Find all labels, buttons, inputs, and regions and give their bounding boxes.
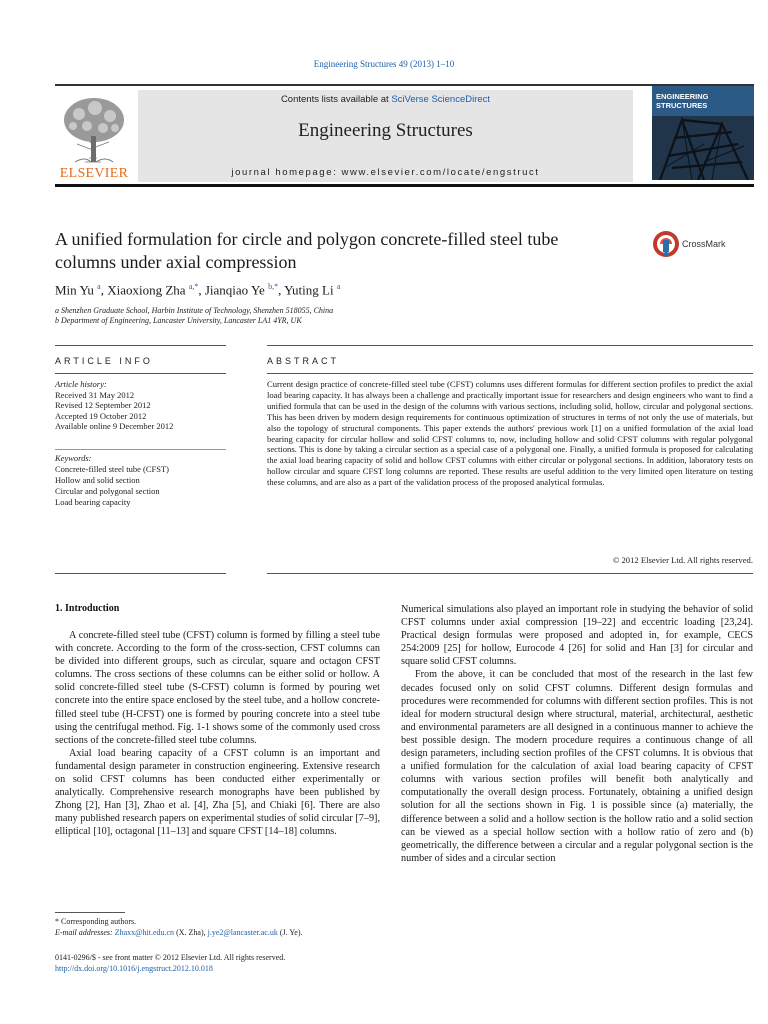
issn-line: 0141-0296/$ - see front matter © 2012 Elsevier Ltd. All rights reserved. <box>55 953 286 962</box>
body-column-left <box>55 629 380 839</box>
history-item: Received 31 May 2012 <box>55 389 135 400</box>
author[interactable]: Yuting Li <box>284 282 334 298</box>
author-affiliation-mark[interactable]: a,* <box>188 282 199 291</box>
crossmark-icon[interactable] <box>652 229 680 259</box>
author-affiliation-mark[interactable]: a <box>336 282 341 291</box>
corresponding-authors-note: * Corresponding authors. <box>55 917 137 926</box>
keyword: Hollow and solid section <box>55 475 140 485</box>
abstract-text: Current design practice of concrete-filled steel tube (CFST) columns uses different formulas for different section profiles to predict the axial load bearing capacity. It has always been a challenge and practically important issue for researchers and design engineers who want to find a unified formula that can be used in the design of the columns with various sections, including solid, hollow, circular and polygonal sections. This has been driven by modern design requirements for continuous optimization of structures in terms of not only the use of materials, but also the topology of structural components. This paper extends the authors' previous work [1] on a unified formulation of the axial load bearing capacity for circular hollow and solid CFST columns to, now, including hollow and solid CFST columns with regular polygonal sections. This is done by taking a circular section as a special case of a polygonal one. Finally, a unified formula is proposed for calculating the axial load bearing capacity of solid and hollow CFST columns with either circular or polygonal sections. In addition, laboratory tests on hollow circular and square CFST long columns are reported. These results are useful addition to the very limited open literature on testing these columns, and are also as a part of the validation process of the proposed analytical formulas. <box>267 379 753 488</box>
keyword: Concrete-filled steel tube (CFST) <box>55 464 170 474</box>
masthead-top-rule <box>55 84 754 86</box>
body-paragraph: From the above, it can be concluded that most of the research in the last few decades focused only on solid CFST columns. Different design formulas and procedures were recommended for columns with different section profiles. This is not ideal for modern structural design where structural, material, architectural, aesthetic and environmental parameters are all designed in a continuous manner to achieve the best possible design. The modern procedure requires a continuous change of all design parameters, including section profiles of the CFST columns. It is obvious that a unified formulation for the calculation of axial load bearing capacity of CFST columns with various section profiles will benefit both analytically and computationally the overall design process. Fortunately, obtaining a unified design solution for all the sections shown in Fig. 1 is possible since (a) materially, the difference between a solid and a hollow section is the hollow ratio and a solid section can be viewed as a special hollow section with a hollow ratio of zero and (b) geometrically, the difference between a circular and a regular polygonal section is the number of sides and a circular section <box>401 669 753 864</box>
body-paragraph: Numerical simulations also played an important role in studying the behavior of solid CFST columns under axial compression [19–22] and eccentric loading [23,24]. Practical design formulas were proposed and adopted in, for example, CECS 254:2009 [25] for hollow, Eurocode 4 [26] for solid and Han [3] for circular and square solid CFST columns. <box>401 604 753 668</box>
keyword: Circular and polygonal section <box>55 486 160 496</box>
email-addresses <box>55 927 395 938</box>
divider <box>55 373 226 374</box>
divider <box>267 573 753 574</box>
email-label: E-mail addresses: <box>55 928 113 937</box>
journal-homepage[interactable]: journal homepage: www.elsevier.com/locate/engstruct <box>231 167 540 178</box>
keywords <box>55 453 226 508</box>
author-affiliation-mark[interactable]: b,* <box>268 282 279 291</box>
footnote-rule <box>55 912 125 913</box>
body-paragraph: A concrete-filled steel tube (CFST) column is formed by filling a steel tube with concrete. According to the form of the cross-section, CFST columns can be divided into different groups, such as circular, square and octagon CFST columns. The cross sections of these columns can be either solid or hollow. A solid concrete-filled steel tube (S-CFST) column is formed by pouring wet concrete into the entire space enclosed by the steel tube, and a hollow concrete-filled steel tube (H-CFST) one is formed by pouring concrete into a steel tube using the centrifugal method. Fig. 1-1 shows some of the commonly used cross sections of the concrete-filled steel tube columns. <box>55 630 380 746</box>
masthead-bottom-rule <box>55 184 754 187</box>
divider <box>267 345 753 346</box>
sciencedirect-link[interactable]: SciVerse ScienceDirect <box>391 94 491 105</box>
cover-title-line-2: STRUCTURES <box>656 101 708 110</box>
history-item: Accepted 19 October 2012 <box>55 410 147 421</box>
author-list: Min Yu $^a$, Xiaoxiong Zha $^{a,*}$, Jianqiao Ye $^{b,*}$, Yuting Li $^a$ <box>55 282 341 298</box>
affiliations <box>55 306 333 326</box>
journal-reference[interactable]: Engineering Structures 49 (2013) 1–10 <box>313 59 455 69</box>
contents-line <box>138 94 633 105</box>
journal-title: Engineering Structures <box>298 120 473 141</box>
article-history <box>55 379 226 432</box>
cover-title <box>656 92 726 110</box>
affiliation-a: a Shenzhen Graduate School, Harbin Institute of Technology, Shenzhen 518055, China <box>55 306 334 315</box>
email-owner: (J. Ye). <box>277 928 303 937</box>
keyword: Load bearing capacity <box>55 497 131 507</box>
body-column-right <box>401 603 753 865</box>
body-paragraph: Axial load bearing capacity of a CFST column is an important and fundamental design parameter in construction engineering. Extensive research on solid CFST columns has been conducted either experimentally or analytically. Comprehensive research monographs have been published by Zhong [2], Han [3], Zhao et al. [4], Zha [5], and Chiaki [6]. There are also many published research papers on experimental studies of solid circular [7–9], elliptical [10], octagonal [11–13] and square CFST [14–18] columns. <box>55 747 380 838</box>
email-owner: (X. Zha), <box>174 928 208 937</box>
article-info-heading: ARTICLE INFO <box>55 356 153 366</box>
divider <box>55 345 226 346</box>
history-label: Article history: <box>55 379 107 389</box>
divider <box>267 373 753 374</box>
section-heading-introduction: 1. Introduction <box>55 603 120 614</box>
contents-prefix: Contents lists available at <box>280 94 392 105</box>
email-link[interactable]: j.ye2@lancaster.ac.uk <box>207 928 278 937</box>
cover-title-line-1: ENGINEERING <box>656 92 709 101</box>
author[interactable]: Min Yu <box>55 282 94 298</box>
affiliation-b: b Department of Engineering, Lancaster University, Lancaster LA1 4YR, UK <box>55 316 302 325</box>
history-item: Revised 12 September 2012 <box>55 400 151 410</box>
author-affiliation-mark[interactable]: a <box>97 282 101 291</box>
crossmark-label[interactable]: CrossMark <box>682 239 726 249</box>
publisher-wordmark: ELSEVIER <box>59 166 129 181</box>
article-title: A unified formulation for circle and polygon concrete-filled steel tube columns under axial compression <box>55 229 559 272</box>
author[interactable]: Xiaoxiong Zha <box>107 282 186 298</box>
abstract-heading: ABSTRACT <box>267 356 340 366</box>
divider <box>55 449 226 450</box>
email-link[interactable]: Zhaxx@hit.edu.cn <box>114 928 175 937</box>
keywords-label: Keywords: <box>55 453 92 463</box>
footnote <box>55 916 395 938</box>
doi-link[interactable]: http://dx.doi.org/10.1016/j.engstruct.2012.10.018 <box>55 964 213 973</box>
author[interactable]: Jianqiao Ye <box>204 282 265 298</box>
history-item: Available online 9 December 2012 <box>55 421 174 431</box>
copyright-notice: © 2012 Elsevier Ltd. All rights reserved. <box>612 555 753 565</box>
divider <box>55 573 226 574</box>
front-matter <box>55 952 395 974</box>
